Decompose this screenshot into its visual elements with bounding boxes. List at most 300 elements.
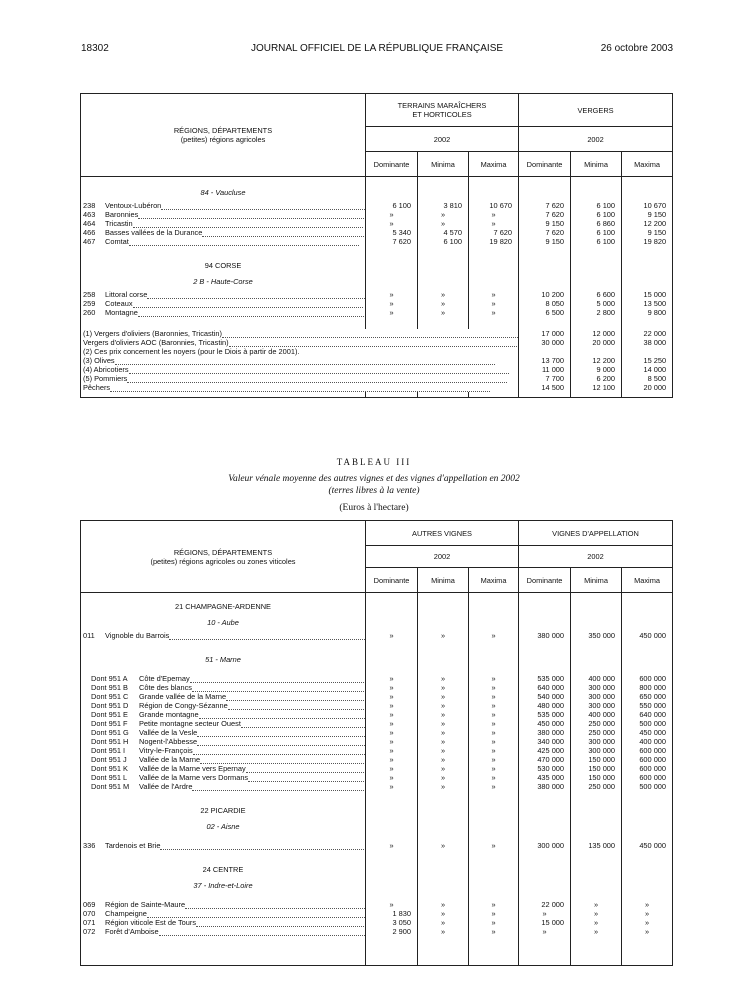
- value-cell: »: [418, 692, 469, 701]
- table-row: [81, 308, 673, 317]
- row-name: Nogent-l'Abbesse: [139, 736, 198, 746]
- row-name: Région de Congy-Sézanne: [139, 700, 228, 710]
- row-name: Côte d'Epernay: [139, 673, 190, 683]
- empty-cell: [622, 615, 673, 631]
- value-cell: 650 000: [622, 692, 673, 701]
- value-cell: »: [366, 755, 418, 764]
- value-cell: 9 150: [622, 210, 673, 219]
- empty-cell: [571, 652, 622, 668]
- empty-cell: [571, 936, 622, 966]
- row-code: Dont 951 D: [91, 700, 129, 710]
- publication-date: 26 octobre 2003: [600, 43, 673, 54]
- value-cell: »: [418, 755, 469, 764]
- value-cell: 400 000: [571, 710, 622, 719]
- value-cell: 2 800: [571, 308, 622, 317]
- note-text: (2) Ces prix concernent les noyers (pour le Diois à partir de 2001).: [83, 346, 300, 356]
- row-name: Comtat: [105, 236, 129, 246]
- row-name: Forêt d'Amboise: [105, 926, 159, 936]
- value-cell: »: [418, 782, 469, 791]
- value-cell: »: [418, 746, 469, 755]
- value-cell: »: [418, 728, 469, 737]
- department-row: [81, 819, 673, 835]
- value-cell: 7 620: [469, 228, 519, 237]
- value-cell: »: [366, 308, 418, 317]
- empty-cell: [622, 878, 673, 894]
- row-name: Tricastin: [105, 218, 133, 228]
- row-name: Vallée de la Marne: [139, 754, 201, 764]
- row-label: [81, 909, 366, 918]
- empty-cell: [81, 392, 366, 398]
- empty-cell: [571, 615, 622, 631]
- value-cell: »: [519, 927, 571, 936]
- row-name: Vallée de la Marne vers Dormans: [139, 772, 249, 782]
- value-cell: 500 000: [622, 719, 673, 728]
- value-cell: 380 000: [519, 728, 571, 737]
- value-cell: 5 000: [571, 299, 622, 308]
- row-name: Baronnies: [105, 209, 139, 219]
- value-cell: »: [469, 900, 519, 909]
- empty-cell: [519, 862, 571, 878]
- leader-dots: [110, 390, 490, 392]
- empty-cell: [519, 791, 571, 803]
- empty-cell: [571, 862, 622, 878]
- table-row: [81, 764, 673, 773]
- empty-cell: [418, 317, 469, 329]
- value-cell: »: [469, 764, 519, 773]
- note-text: (3) Olives: [83, 355, 115, 365]
- value-cell: »: [418, 674, 469, 683]
- leader-dots: [160, 848, 365, 850]
- empty-cell: [418, 862, 469, 878]
- value-cell: »: [418, 701, 469, 710]
- row-code: Dont 951 B: [91, 682, 128, 692]
- region-column-title: RÉGIONS, DÉPARTEMENTS: [173, 547, 273, 557]
- empty-cell: [366, 317, 418, 329]
- value-cell: 470 000: [519, 755, 571, 764]
- value-cell: 6 100: [418, 237, 469, 246]
- value-cell: 3 810: [418, 201, 469, 210]
- table-row: [81, 701, 673, 710]
- value-cell: »: [418, 764, 469, 773]
- row-label: [81, 631, 366, 640]
- column-header: Maxima: [622, 152, 673, 177]
- row-label: [81, 219, 366, 228]
- value-cell: »: [469, 918, 519, 927]
- table-row: [81, 290, 673, 299]
- column-header: Minima: [418, 568, 469, 593]
- region-column-header: [81, 94, 366, 177]
- empty-cell: [622, 185, 673, 201]
- empty-cell: [418, 791, 469, 803]
- value-cell: »: [469, 701, 519, 710]
- empty-cell: [622, 317, 673, 329]
- row-label: [81, 210, 366, 219]
- empty-cell: [418, 936, 469, 966]
- value-cell: 22 000: [622, 329, 673, 338]
- empty-cell: [418, 803, 469, 819]
- spacer-row: [81, 177, 673, 185]
- row-name: Basses vallées de la Durance: [105, 227, 203, 237]
- empty-cell: [418, 819, 469, 835]
- empty-cell: [469, 850, 519, 862]
- empty-cell: [469, 640, 519, 652]
- row-code: 072: [83, 926, 96, 936]
- row-label: [81, 683, 366, 692]
- empty-cell: [571, 791, 622, 803]
- value-cell: »: [418, 909, 469, 918]
- value-cell: 9 150: [519, 219, 571, 228]
- group-header-terrains: [366, 94, 519, 127]
- note-text: (4) Abricotiers: [83, 364, 129, 374]
- empty-cell: [366, 246, 418, 258]
- value-cell: »: [469, 674, 519, 683]
- empty-cell: [622, 850, 673, 862]
- note-label: [81, 383, 519, 392]
- table-row: [81, 773, 673, 782]
- value-cell: 600 000: [622, 674, 673, 683]
- table-row: [81, 692, 673, 701]
- row-label: [81, 201, 366, 210]
- row-code: Dont 951 L: [91, 772, 128, 782]
- column-header: Maxima: [469, 152, 519, 177]
- value-cell: 600 000: [622, 746, 673, 755]
- spacer-row: [81, 850, 673, 862]
- row-label: [81, 228, 366, 237]
- row-code: Dont 951 H: [91, 736, 129, 746]
- region-column-subtitle: (petites) régions agricoles: [180, 135, 266, 144]
- table-row: [81, 927, 673, 936]
- empty-cell: [418, 615, 469, 631]
- empty-cell: [366, 791, 418, 803]
- value-cell: 15 000: [622, 290, 673, 299]
- empty-cell: [519, 850, 571, 862]
- table-row: [81, 782, 673, 791]
- value-cell: 15 000: [519, 918, 571, 927]
- value-cell: 10 200: [519, 290, 571, 299]
- empty-cell: [469, 258, 519, 274]
- value-cell: 6 860: [571, 219, 622, 228]
- table-row: [81, 746, 673, 755]
- value-cell: 6 200: [571, 374, 622, 383]
- value-cell: 7 700: [519, 374, 571, 383]
- value-cell: »: [366, 290, 418, 299]
- value-cell: »: [418, 918, 469, 927]
- empty-cell: [519, 652, 571, 668]
- column-header: Minima: [418, 152, 469, 177]
- value-cell: »: [469, 210, 519, 219]
- value-cell: 1 830: [366, 909, 418, 918]
- row-label: [81, 755, 366, 764]
- empty-cell: [622, 246, 673, 258]
- value-cell: 9 800: [622, 308, 673, 317]
- row-label: [81, 692, 366, 701]
- row-code: Dont 951 G: [91, 727, 129, 737]
- row-code: 258: [83, 289, 96, 299]
- empty-cell: [469, 819, 519, 835]
- value-cell: »: [418, 710, 469, 719]
- value-cell: 535 000: [519, 710, 571, 719]
- department-heading: 10 - Aube: [81, 615, 366, 631]
- region-row: [81, 599, 673, 615]
- tableau-subtitle: Valeur vénale moyenne des autres vignes et des vignes d'appellation en 2002: [228, 474, 520, 484]
- empty-cell: [519, 185, 571, 201]
- row-label: [81, 782, 366, 791]
- empty-cell: [519, 392, 571, 398]
- value-cell: 8 500: [622, 374, 673, 383]
- spacer-row: [81, 936, 673, 966]
- value-cell: 17 000: [519, 329, 571, 338]
- value-cell: 450 000: [622, 841, 673, 850]
- value-cell: 12 200: [571, 356, 622, 365]
- department-row: [81, 615, 673, 631]
- value-cell: »: [366, 841, 418, 850]
- row-name: Vallée de l'Ardre: [139, 781, 193, 791]
- value-cell: »: [366, 746, 418, 755]
- value-cell: 380 000: [519, 631, 571, 640]
- spacer-row: [81, 640, 673, 652]
- value-cell: »: [366, 701, 418, 710]
- value-cell: 6 100: [571, 228, 622, 237]
- empty-cell: [571, 850, 622, 862]
- spacer-row: [81, 392, 673, 398]
- table-row: [81, 737, 673, 746]
- year-header: 2002: [366, 127, 519, 152]
- empty-cell: [469, 862, 519, 878]
- region-heading: 94 CORSE: [81, 258, 366, 274]
- table-row: [81, 299, 673, 308]
- value-cell: 550 000: [622, 701, 673, 710]
- column-header: Maxima: [622, 568, 673, 593]
- empty-cell: [571, 819, 622, 835]
- value-cell: »: [469, 782, 519, 791]
- empty-cell: [469, 878, 519, 894]
- value-cell: 535 000: [519, 674, 571, 683]
- note-label: [81, 365, 519, 374]
- value-cell: 9 150: [519, 237, 571, 246]
- value-cell: »: [622, 900, 673, 909]
- value-cell: 6 600: [571, 290, 622, 299]
- value-cell: 13 700: [519, 356, 571, 365]
- value-cell: 6 500: [519, 308, 571, 317]
- row-label: [81, 900, 366, 909]
- group-header-vergers: [519, 94, 673, 127]
- value-cell: »: [469, 308, 519, 317]
- row-code: 011: [83, 630, 95, 640]
- row-name: Littoral corse: [105, 289, 148, 299]
- row-label: [81, 918, 366, 927]
- value-cell: 450 000: [519, 719, 571, 728]
- tableau-subtitle-note: (terres libres à la vente): [328, 486, 420, 496]
- value-cell: »: [469, 728, 519, 737]
- value-cell: »: [366, 710, 418, 719]
- leader-dots: [129, 244, 359, 246]
- value-cell: »: [418, 900, 469, 909]
- value-cell: »: [469, 710, 519, 719]
- empty-cell: [469, 177, 519, 185]
- empty-cell: [519, 615, 571, 631]
- value-cell: »: [469, 719, 519, 728]
- empty-cell: [469, 803, 519, 819]
- value-cell: »: [366, 719, 418, 728]
- empty-cell: [622, 803, 673, 819]
- value-cell: »: [469, 219, 519, 228]
- row-label: [81, 719, 366, 728]
- value-cell: »: [469, 631, 519, 640]
- department-heading: 51 - Marne: [81, 652, 366, 668]
- empty-cell: [418, 850, 469, 862]
- row-name: Région viticole Est de Tours: [105, 917, 197, 927]
- empty-cell: [81, 791, 366, 803]
- table-row: [81, 909, 673, 918]
- row-name: Ventoux-Lubéron: [105, 200, 162, 210]
- value-cell: 2 900: [366, 927, 418, 936]
- empty-cell: [519, 640, 571, 652]
- table-row: [81, 900, 673, 909]
- empty-cell: [81, 246, 366, 258]
- row-label: [81, 746, 366, 755]
- value-cell: »: [469, 909, 519, 918]
- empty-cell: [366, 392, 418, 398]
- value-cell: 150 000: [571, 764, 622, 773]
- empty-cell: [571, 274, 622, 290]
- column-header: Minima: [571, 152, 622, 177]
- region-heading: 22 PICARDIE: [81, 803, 366, 819]
- spacer-row: [81, 791, 673, 803]
- row-name: Montagne: [105, 307, 138, 317]
- department-row: [81, 185, 673, 201]
- value-cell: »: [366, 692, 418, 701]
- empty-cell: [519, 177, 571, 185]
- empty-cell: [469, 599, 519, 615]
- empty-cell: [366, 599, 418, 615]
- empty-cell: [519, 936, 571, 966]
- column-header: Dominante: [366, 152, 418, 177]
- note-row: [81, 383, 673, 392]
- empty-cell: [622, 819, 673, 835]
- value-cell: »: [418, 631, 469, 640]
- value-cell: »: [418, 683, 469, 692]
- row-code: 070: [83, 908, 96, 918]
- empty-cell: [81, 850, 366, 862]
- row-name: Vignoble du Barrois: [105, 630, 170, 640]
- value-cell: 340 000: [519, 737, 571, 746]
- value-cell: 135 000: [571, 841, 622, 850]
- row-label: [81, 737, 366, 746]
- empty-cell: [366, 652, 418, 668]
- row-label: [81, 728, 366, 737]
- page-number: 18302: [81, 43, 109, 54]
- empty-cell: [469, 615, 519, 631]
- empty-cell: [366, 640, 418, 652]
- empty-cell: [418, 640, 469, 652]
- empty-cell: [366, 878, 418, 894]
- table-row: [81, 918, 673, 927]
- value-cell: 19 820: [469, 237, 519, 246]
- value-cell: »: [366, 728, 418, 737]
- empty-cell: [366, 819, 418, 835]
- value-cell: 250 000: [571, 728, 622, 737]
- row-label: [81, 773, 366, 782]
- spacer-row: [81, 246, 673, 258]
- value-cell: »: [418, 719, 469, 728]
- value-cell: 13 500: [622, 299, 673, 308]
- value-cell: 250 000: [571, 719, 622, 728]
- value-cell: 3 050: [366, 918, 418, 927]
- value-cell: 450 000: [622, 728, 673, 737]
- value-cell: 6 100: [571, 201, 622, 210]
- value-cell: »: [366, 210, 418, 219]
- value-cell: »: [469, 299, 519, 308]
- leader-dots: [159, 934, 366, 936]
- year-header: 2002: [366, 546, 519, 568]
- value-cell: 640 000: [622, 710, 673, 719]
- value-cell: »: [366, 219, 418, 228]
- region-column-header: [81, 521, 366, 593]
- value-cell: »: [366, 683, 418, 692]
- value-cell: »: [469, 692, 519, 701]
- row-code: 336: [83, 840, 96, 850]
- table-row: [81, 683, 673, 692]
- group-header-vignes-appellation: VIGNES D'APPELLATION: [519, 521, 673, 546]
- value-cell: »: [622, 927, 673, 936]
- table-row: [81, 728, 673, 737]
- value-cell: 20 000: [622, 383, 673, 392]
- value-cell: »: [469, 927, 519, 936]
- empty-cell: [519, 878, 571, 894]
- row-label: [81, 308, 366, 317]
- value-cell: 30 000: [519, 338, 571, 347]
- value-cell: »: [366, 737, 418, 746]
- note-text: (1) Vergers d'oliviers (Baronnies, Tricastin): [83, 328, 223, 338]
- value-cell: 150 000: [571, 755, 622, 764]
- value-cell: 425 000: [519, 746, 571, 755]
- value-cell: 6 100: [571, 237, 622, 246]
- group-header-vergers-label: VERGERS: [577, 105, 614, 115]
- empty-cell: [469, 791, 519, 803]
- note-row: [81, 374, 673, 383]
- tableau-title: TABLEAU III: [336, 457, 412, 467]
- year-header: 2002: [519, 546, 673, 568]
- empty-cell: [366, 615, 418, 631]
- empty-cell: [519, 258, 571, 274]
- note-row: [81, 365, 673, 374]
- region-heading: 21 CHAMPAGNE-ARDENNE: [81, 599, 366, 615]
- value-cell: 380 000: [519, 782, 571, 791]
- column-header: Minima: [571, 568, 622, 593]
- note-text: (5) Pommiers: [83, 373, 128, 383]
- value-cell: 20 000: [571, 338, 622, 347]
- value-cell: »: [418, 299, 469, 308]
- region-row: [81, 862, 673, 878]
- value-cell: 450 000: [622, 631, 673, 640]
- value-cell: 350 000: [571, 631, 622, 640]
- empty-cell: [81, 177, 366, 185]
- note-row: [81, 338, 673, 347]
- value-cell: 800 000: [622, 683, 673, 692]
- table-row: [81, 710, 673, 719]
- value-cell: »: [622, 909, 673, 918]
- table-terrains-vergers: [80, 93, 673, 398]
- value-cell: »: [571, 927, 622, 936]
- row-label: [81, 290, 366, 299]
- row-label: [81, 701, 366, 710]
- value-cell: 9 000: [571, 365, 622, 374]
- empty-cell: [469, 246, 519, 258]
- empty-cell: [622, 258, 673, 274]
- value-cell: »: [418, 737, 469, 746]
- column-header: Dominante: [366, 568, 418, 593]
- department-heading: 2 B - Haute-Corse: [81, 274, 366, 290]
